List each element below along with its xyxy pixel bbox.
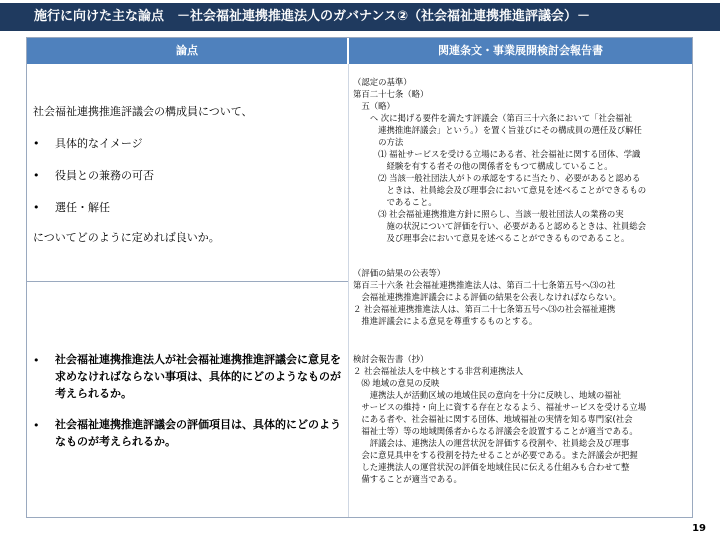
block1-line: （認定の基準） [353, 77, 412, 87]
block1-line: ⑵ 当該一般社団法人がトの承認をするに当たり、必要があると認める [353, 173, 641, 183]
block3-line: 会に意見具申をする役割を持たせることが必要である。また評議会が把握 [353, 450, 638, 460]
block3-line: ⑻ 地域の意見の反映 [353, 378, 440, 388]
bullet-dot: • [33, 201, 40, 214]
comparison-table [26, 37, 693, 518]
column-divider [348, 64, 349, 517]
block2-line: （評価の結果の公表等） [353, 268, 446, 278]
block3-line: 福祉士等）等の地域関係者からなる評議会を設置することが適当である。 [353, 426, 638, 436]
header-references: 関連条文・事業展開検討会報告書 [349, 38, 692, 64]
block3-line: にある者や、社会福祉に関する団体、地域福祉の実情を知る専門家(社会 [353, 414, 633, 424]
article-136-text [353, 267, 689, 327]
issue-evaluation-items: 社会福祉連携推進評議会の評価項目は、具体的にどのようなものが考えられるか。 [55, 418, 341, 448]
bullet-dot: • [33, 169, 40, 182]
block1-line: ときは、社員総会及び理事会において意見を述べることができるもの [353, 185, 647, 195]
article-127-text [353, 76, 689, 244]
block1-line: 五（略） [353, 101, 395, 111]
block2-line: 推進評議会による意見を尊重するものとする。 [353, 316, 538, 326]
block3-line: 連携法人が活動区域の地域住民の意向を十分に反映し、地域の福祉 [353, 390, 621, 400]
block1-line: 施の状況について評価を行い、必要があると認めるときは、社員総会 [353, 221, 646, 231]
bullet-dot: • [33, 354, 40, 367]
issue-intro: 社会福祉連携推進評議会の構成員について、 [33, 105, 253, 118]
block3-line: ２ 社会福祉法人を中核とする非営利連携法人 [353, 366, 524, 376]
issue-item-2: 役員との兼務の可否 [55, 169, 154, 182]
block3-line: 備することが適当である。 [353, 474, 462, 484]
block3-line: 評議会は、連携法人の運営状況を評価する役割や、社員総会及び理事 [353, 438, 630, 448]
block1-line: 及び理事会において意見を述べることができるものであること。 [353, 233, 630, 243]
block3-line: 検討会報告書（抄） [353, 354, 429, 364]
block1-line: ヘ 次に掲げる要件を満たす評議会（第百三十六条において「社会福祉 [353, 113, 633, 123]
block1-line: 連携推進評議会」という。）を置く旨並びにその構成員の選任及び解任 [353, 125, 642, 135]
block1-line: 経験を有する者その他の関係者をもつて構成していること。 [353, 161, 613, 171]
block1-line: ⑶ 社会福祉連携推進方針に照らし、当該一般社団法人の業務の実 [353, 209, 624, 219]
block2-line: ２ 社会福祉連携推進法人は、第百二十七条第五号ヘ⑶の社会福祉連携 [353, 304, 616, 314]
report-excerpt-text [353, 353, 689, 485]
header-issues: 論点 [27, 38, 347, 64]
block1-line: であること。 [353, 197, 437, 207]
issue-opinion-matters: 社会福祉連携推進法人が社会福祉連携推進評議会に意見を求めなければならない事項は、具体的にどのようなものが考えられるか。 [55, 353, 341, 400]
bullet-dot: • [33, 137, 40, 150]
block2-line: 第百三十六条 社会福祉連携推進法人は、第百二十七条第五号ヘ⑶の社 [353, 280, 616, 290]
page-title: 施行に向けた主な論点 －社会福祉連携推進法人のガバナンス②（社会福祉連携推進評議会）－ [0, 3, 720, 31]
block3-line: サービスの維持・向上に資する存在となるよう、福祉サービスを受ける立場 [353, 402, 647, 412]
block2-line: 会福祉連携推進評議会による評価の結果を公表しなければならない。 [353, 292, 621, 302]
block1-line: ⑴ 福祉サービスを受ける立場にある者、社会福祉に関する団体、学識 [353, 149, 641, 159]
block1-line: の方法 [353, 137, 404, 147]
block3-line: した連携法人の運営状況の評価を地域住民に伝える仕組みも合わせて整 [353, 462, 630, 472]
row-divider [27, 281, 348, 282]
bullet-dot: • [33, 419, 40, 432]
issue-item-3: 選任・解任 [55, 201, 110, 214]
issue-item-1: 具体的なイメージ [55, 137, 143, 150]
issue-outro: についてどのように定めれば良いか。 [33, 231, 220, 244]
block1-line: 第百二十七条（略） [353, 89, 429, 99]
page-number: 19 [692, 523, 706, 534]
